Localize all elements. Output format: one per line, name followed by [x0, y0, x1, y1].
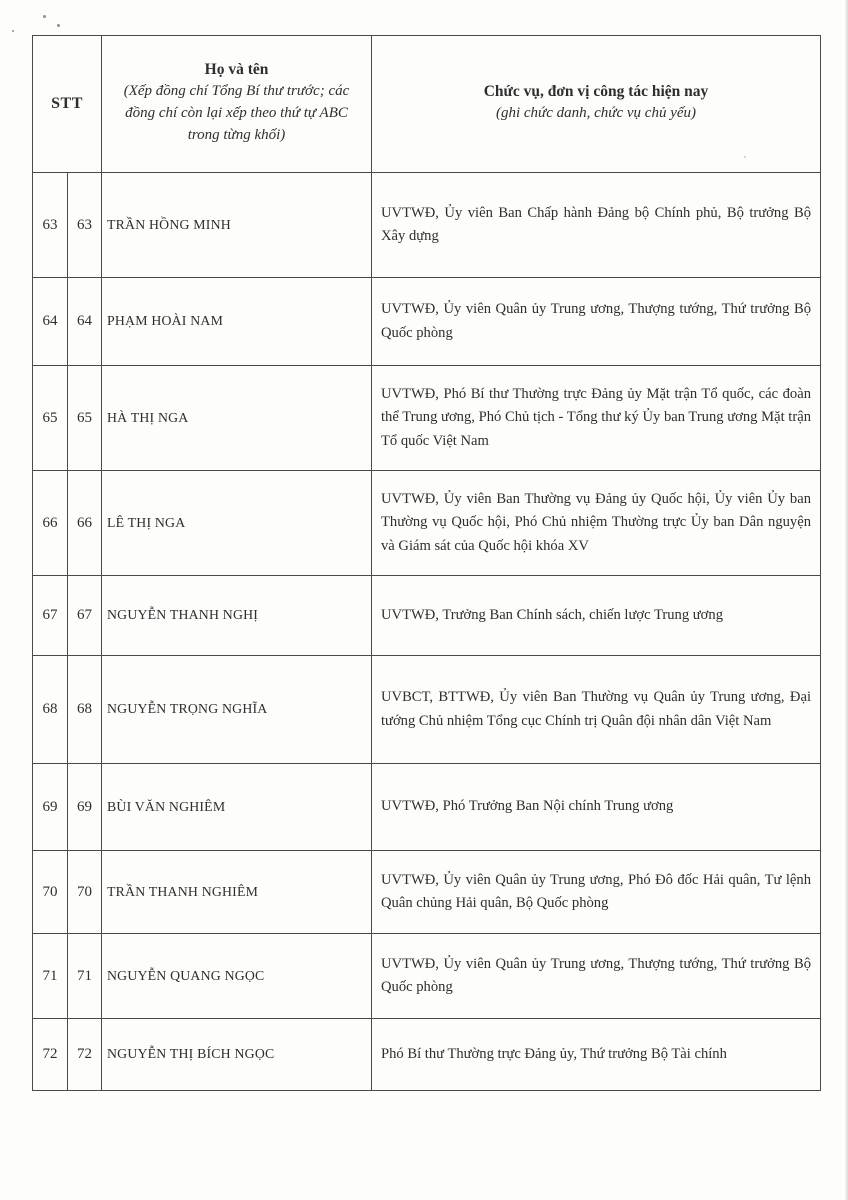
stt-secondary: 69	[68, 764, 102, 851]
stt-secondary: 65	[68, 366, 102, 471]
position-cell: UVTWĐ, Trưởng Ban Chính sách, chiến lược Trung ương	[372, 576, 821, 656]
name-cell: TRẦN THANH NGHIÊM	[102, 851, 372, 934]
table-header-row	[33, 36, 821, 173]
header-name	[102, 36, 372, 173]
header-position-subtitle: (ghi chức danh, chức vụ chủ yếu)	[495, 105, 697, 122]
scan-speck	[12, 30, 14, 32]
stt-primary: 69	[33, 764, 68, 851]
stt-secondary: 67	[68, 576, 102, 656]
stt-primary: 67	[33, 576, 68, 656]
table-row	[33, 278, 821, 366]
header-position	[372, 36, 821, 173]
stt-secondary: 63	[68, 173, 102, 278]
header-stt: STT	[33, 36, 102, 173]
table-row	[33, 934, 821, 1019]
table-row	[33, 173, 821, 278]
name-cell: NGUYỄN THỊ BÍCH NGỌC	[102, 1019, 372, 1091]
position-cell: UVBCT, BTTWĐ, Ủy viên Ban Thường vụ Quân ủy Trung ương, Đại tướng Chủ nhiệm Tổng cục Chính trị Quân đội nhân dân Việt Nam	[372, 656, 821, 764]
table-row	[33, 764, 821, 851]
header-position-title: Chức vụ, đơn vị công tác hiện nay	[483, 83, 709, 101]
stt-primary: 65	[33, 366, 68, 471]
position-cell: UVTWĐ, Ủy viên Quân ủy Trung ương, Thượng tướng, Thứ trưởng Bộ Quốc phòng	[372, 278, 821, 366]
stt-secondary: 70	[68, 851, 102, 934]
name-cell: LÊ THỊ NGA	[102, 471, 372, 576]
table-row	[33, 471, 821, 576]
stt-secondary: 72	[68, 1019, 102, 1091]
stt-secondary: 68	[68, 656, 102, 764]
table-row	[33, 656, 821, 764]
scan-speck	[43, 15, 46, 18]
stt-secondary: 64	[68, 278, 102, 366]
position-cell: UVTWĐ, Phó Bí thư Thường trực Đảng ủy Mặt trận Tổ quốc, các đoàn thể Trung ương, Phó Chủ tịch - Tổng thư ký Ủy ban Trung ương Mặt trận Tổ quốc Việt Nam	[372, 366, 821, 471]
stt-primary: 63	[33, 173, 68, 278]
position-cell: UVTWĐ, Ủy viên Ban Chấp hành Đảng bộ Chính phủ, Bộ trưởng Bộ Xây dựng	[372, 173, 821, 278]
stt-primary: 70	[33, 851, 68, 934]
table-row	[33, 851, 821, 934]
name-cell: HÀ THỊ NGA	[102, 366, 372, 471]
officials-table	[32, 35, 821, 1091]
header-name-title: Họ và tên	[204, 61, 269, 79]
position-cell: UVTWĐ, Ủy viên Quân ủy Trung ương, Thượng tướng, Thứ trưởng Bộ Quốc phòng	[372, 934, 821, 1019]
stt-primary: 71	[33, 934, 68, 1019]
name-cell: TRẦN HỒNG MINH	[102, 173, 372, 278]
stt-secondary: 66	[68, 471, 102, 576]
table-row	[33, 576, 821, 656]
stt-primary: 68	[33, 656, 68, 764]
table-row	[33, 366, 821, 471]
position-cell: UVTWĐ, Ủy viên Ban Thường vụ Đảng ủy Quốc hội, Ủy viên Ủy ban Thường vụ Quốc hội, Phó Chủ nhiệm Thường trực Ủy ban Dân nguyện và Giám sát của Quốc hội khóa XV	[372, 471, 821, 576]
position-cell: UVTWĐ, Ủy viên Quân ủy Trung ương, Phó Đô đốc Hải quân, Tư lệnh Quân chủng Hải quân, Bộ Quốc phòng	[372, 851, 821, 934]
position-cell: Phó Bí thư Thường trực Đảng ủy, Thứ trưởng Bộ Tài chính	[372, 1019, 821, 1091]
name-cell: NGUYỄN THANH NGHỊ	[102, 576, 372, 656]
table-row	[33, 1019, 821, 1091]
name-cell: PHẠM HOÀI NAM	[102, 278, 372, 366]
name-cell: NGUYỄN TRỌNG NGHĨA	[102, 656, 372, 764]
scan-speck	[57, 24, 60, 27]
name-cell: NGUYỄN QUANG NGỌC	[102, 934, 372, 1019]
name-cell: BÙI VĂN NGHIÊM	[102, 764, 372, 851]
header-name-subtitle: (Xếp đồng chí Tổng Bí thư trước; các đồng chí còn lại xếp theo thứ tự ABC trong từng khối)	[123, 83, 350, 143]
position-cell: UVTWĐ, Phó Trưởng Ban Nội chính Trung ương	[372, 764, 821, 851]
stt-primary: 72	[33, 1019, 68, 1091]
stt-secondary: 71	[68, 934, 102, 1019]
stt-primary: 66	[33, 471, 68, 576]
stt-primary: 64	[33, 278, 68, 366]
